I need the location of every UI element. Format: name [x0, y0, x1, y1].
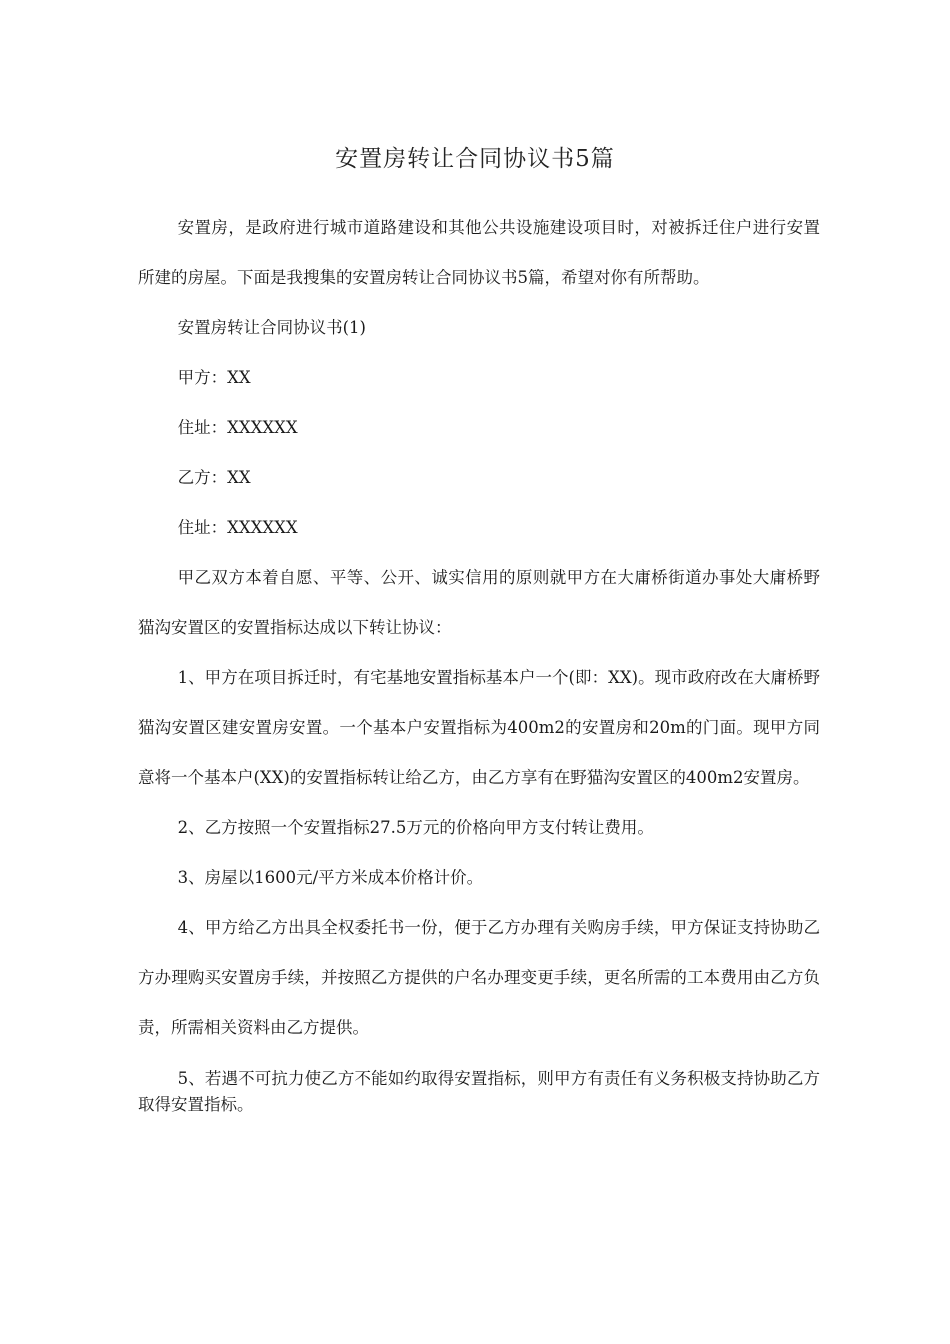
- clause-5: 5、若遇不可抗力使乙方不能如约取得安置指标，则甲方有责任有义务积极支持协助乙方取得安置指标。: [138, 1069, 820, 1114]
- document-body: [138, 203, 820, 1118]
- document-title: 安置房转让合同协议书5篇: [335, 146, 615, 172]
- agreement-preamble: 甲乙双方本着自愿、平等、公开、诚实信用的原则就甲方在大庸桥街道办事处大庸桥野猫沟安置区的安置指标达成以下转让协议：: [138, 568, 820, 637]
- clause-1: 1、甲方在项目拆迁时，有宅基地安置指标基本户一个(即：XX)。现市政府改在大庸桥野猫沟安置区建安置房安置。一个基本户安置指标为400m2的安置房和20m的门面。现甲方同意将一个基本户(XX)的安置指标转让给乙方，由乙方享有在野猫沟安置区的400m2安置房。: [138, 668, 820, 787]
- clause-2: 2、乙方按照一个安置指标27.5万元的价格向甲方支付转让费用。: [177, 818, 654, 837]
- clause-3: 3、房屋以1600元/平方米成本价格计价。: [177, 868, 484, 887]
- clause-4: 4、甲方给乙方出具全权委托书一份，便于乙方办理有关购房手续，甲方保证支持协助乙方办理购买安置房手续，并按照乙方提供的户名办理变更手续，更名所需的工本费用由乙方负责，所需相关资料由乙方提供。: [138, 918, 820, 1037]
- party-b-name: 乙方：XX: [177, 468, 251, 487]
- section-heading: 安置房转让合同协议书(1): [177, 318, 366, 337]
- intro-paragraph: 安置房，是政府进行城市道路建设和其他公共设施建设项目时，对被拆迁住户进行安置所建的房屋。下面是我搜集的安置房转让合同协议书5篇，希望对你有所帮助。: [138, 218, 820, 287]
- party-a-name: 甲方：XX: [177, 368, 251, 387]
- party-b-address: 住址：XXXXXX: [177, 518, 298, 537]
- party-a-address: 住址：XXXXXX: [177, 418, 298, 437]
